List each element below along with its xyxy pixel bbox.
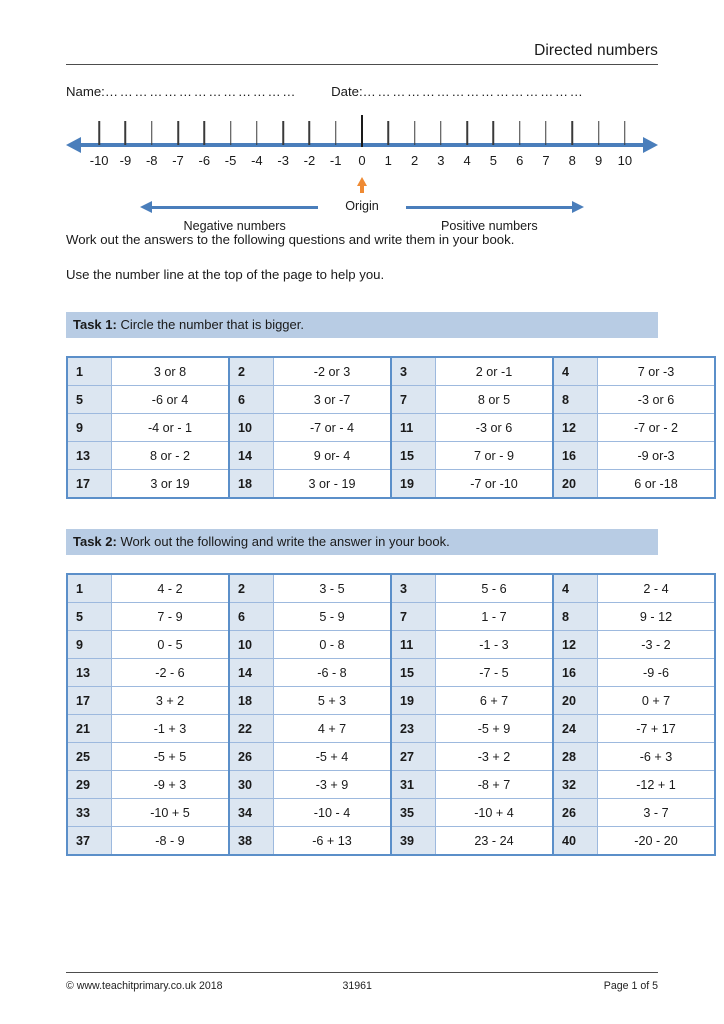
question-number: 26 <box>553 799 598 827</box>
question-expression[interactable]: 5 + 3 <box>274 687 392 715</box>
number-line-tick <box>204 121 206 145</box>
question-number: 38 <box>229 827 274 856</box>
question-expression[interactable]: -6 or 4 <box>112 386 230 414</box>
number-line-tick-label: -8 <box>145 153 158 168</box>
number-line-tick <box>493 121 495 145</box>
number-line-tick-label: 7 <box>542 153 550 168</box>
number-line-tick-label: -9 <box>119 153 132 168</box>
question-number: 3 <box>391 357 436 386</box>
question-expression[interactable]: -9 + 3 <box>112 771 230 799</box>
question-number: 6 <box>229 386 274 414</box>
question-expression[interactable]: -6 + 13 <box>274 827 392 856</box>
question-expression[interactable]: -9 -6 <box>598 659 716 687</box>
name-date-row <box>66 84 658 99</box>
number-line-diagram <box>66 115 658 233</box>
question-number: 10 <box>229 631 274 659</box>
question-number: 9 <box>67 414 112 442</box>
question-expression[interactable]: 3 or 19 <box>112 470 230 499</box>
question-expression[interactable]: 9 - 12 <box>598 603 716 631</box>
task1-question-table <box>66 356 716 499</box>
number-line-tick-label: -2 <box>303 153 316 168</box>
question-expression[interactable]: -4 or - 1 <box>112 414 230 442</box>
number-line-tick <box>98 121 100 145</box>
question-number: 3 <box>391 574 436 603</box>
number-line-tick-label: 4 <box>463 153 471 168</box>
table-row <box>67 470 715 499</box>
number-line-tick-label: -1 <box>329 153 342 168</box>
number-line-tick <box>230 121 232 145</box>
question-expression[interactable]: -12 + 1 <box>598 771 716 799</box>
number-line-tick-label: -7 <box>172 153 184 168</box>
number-line-tick-label: 5 <box>489 153 498 168</box>
question-number: 14 <box>229 659 274 687</box>
question-expression[interactable]: -5 + 9 <box>436 715 554 743</box>
table-row <box>67 414 715 442</box>
question-number: 18 <box>229 687 274 715</box>
question-expression[interactable]: -7 + 17 <box>598 715 716 743</box>
question-expression[interactable]: 6 + 7 <box>436 687 554 715</box>
date-label: Date: <box>331 84 363 99</box>
question-expression[interactable]: -10 + 4 <box>436 799 554 827</box>
number-line-tick <box>125 121 127 145</box>
question-number: 8 <box>553 603 598 631</box>
number-line-tick-label: -4 <box>251 153 263 168</box>
question-number: 15 <box>391 442 436 470</box>
question-expression[interactable]: -6 + 3 <box>598 743 716 771</box>
question-number: 21 <box>67 715 112 743</box>
question-expression[interactable]: 3 - 7 <box>598 799 716 827</box>
question-number: 17 <box>67 687 112 715</box>
question-expression[interactable]: 8 or - 2 <box>112 442 230 470</box>
page-footer <box>66 972 658 992</box>
question-number: 37 <box>67 827 112 856</box>
question-expression[interactable]: -1 + 3 <box>112 715 230 743</box>
number-line-tick-label: 3 <box>437 153 445 168</box>
number-line-tick-label: -10 <box>89 153 109 168</box>
question-expression[interactable]: 3 or - 19 <box>274 470 392 499</box>
question-number: 16 <box>553 659 598 687</box>
task1-label: Task 1: <box>73 317 117 332</box>
page-title: Directed numbers <box>534 42 658 59</box>
question-expression[interactable]: 2 or -1 <box>436 357 554 386</box>
question-expression[interactable]: 5 - 6 <box>436 574 554 603</box>
question-number: 1 <box>67 357 112 386</box>
question-number: 4 <box>553 357 598 386</box>
question-number: 39 <box>391 827 436 856</box>
number-line-tick-label: 8 <box>568 153 576 168</box>
table-row <box>67 442 715 470</box>
footer-resource-id: 31961 <box>342 980 372 992</box>
number-line-ticks <box>66 115 658 147</box>
task2-label: Task 2: <box>73 534 117 549</box>
task1-description: Circle the number that is bigger. <box>116 317 304 332</box>
question-expression[interactable]: 3 or 8 <box>112 357 230 386</box>
positive-arrowhead-icon <box>572 201 584 213</box>
question-number: 11 <box>391 414 436 442</box>
question-number: 9 <box>67 631 112 659</box>
question-expression[interactable]: 1 - 7 <box>436 603 554 631</box>
question-number: 20 <box>553 687 598 715</box>
number-line-tick <box>598 121 600 145</box>
question-expression[interactable]: -3 or 6 <box>598 386 716 414</box>
number-line-tick-label: 6 <box>516 153 524 168</box>
table-row <box>67 715 715 743</box>
question-expression[interactable]: -6 - 8 <box>274 659 392 687</box>
question-number: 2 <box>229 574 274 603</box>
question-expression[interactable]: 5 - 9 <box>274 603 392 631</box>
question-expression[interactable]: -20 - 20 <box>598 827 716 856</box>
origin-marker-stem <box>360 185 364 193</box>
title-divider <box>66 64 658 65</box>
question-expression[interactable]: 3 + 2 <box>112 687 230 715</box>
task2-heading <box>66 529 658 555</box>
table-row <box>67 687 715 715</box>
footer-copyright: © www.teachitprimary.co.uk 2018 <box>66 980 223 992</box>
task1-heading <box>66 312 658 338</box>
question-number: 23 <box>391 715 436 743</box>
table-row <box>67 603 715 631</box>
question-number: 5 <box>67 603 112 631</box>
question-expression[interactable]: -7 - 5 <box>436 659 554 687</box>
number-line-tick-labels <box>66 153 658 173</box>
question-expression[interactable]: 0 - 5 <box>112 631 230 659</box>
question-number: 1 <box>67 574 112 603</box>
question-number: 15 <box>391 659 436 687</box>
question-expression[interactable]: 7 - 9 <box>112 603 230 631</box>
question-number: 17 <box>67 470 112 499</box>
question-number: 24 <box>553 715 598 743</box>
question-number: 5 <box>67 386 112 414</box>
number-line-tick <box>572 121 574 145</box>
number-line-tick <box>361 115 363 147</box>
number-line-tick <box>282 121 284 145</box>
origin-label: Origin <box>345 199 379 213</box>
question-expression[interactable]: 0 - 8 <box>274 631 392 659</box>
question-expression[interactable]: 9 or- 4 <box>274 442 392 470</box>
number-line-tick <box>414 121 416 145</box>
question-number: 16 <box>553 442 598 470</box>
name-label: Name: <box>66 84 105 99</box>
question-number: 12 <box>553 631 598 659</box>
negative-direction-bar <box>152 206 318 209</box>
question-expression[interactable]: 8 or 5 <box>436 386 554 414</box>
table-row <box>67 357 715 386</box>
name-input-line[interactable]: ………………………………… <box>104 84 298 99</box>
question-expression[interactable]: 6 or -18 <box>598 470 716 499</box>
question-number: 10 <box>229 414 274 442</box>
number-line-tick <box>177 121 179 145</box>
question-expression[interactable]: 4 - 2 <box>112 574 230 603</box>
question-expression[interactable]: 3 - 5 <box>274 574 392 603</box>
table-row <box>67 631 715 659</box>
number-line-tick-label: -5 <box>224 153 237 168</box>
question-number: 14 <box>229 442 274 470</box>
date-input-line[interactable]: ……………………………………… <box>362 84 585 99</box>
question-expression[interactable]: -10 - 4 <box>274 799 392 827</box>
question-number: 7 <box>391 386 436 414</box>
number-line-tick <box>519 121 521 145</box>
number-line-tick <box>466 121 468 145</box>
number-line-tick-label: 0 <box>358 153 366 168</box>
question-expression[interactable]: 3 or -7 <box>274 386 392 414</box>
question-number: 6 <box>229 603 274 631</box>
question-number: 29 <box>67 771 112 799</box>
question-number: 26 <box>229 743 274 771</box>
number-line-tick-label: 2 <box>410 153 419 168</box>
question-number: 18 <box>229 470 274 499</box>
question-expression[interactable]: -3 - 2 <box>598 631 716 659</box>
question-number: 27 <box>391 743 436 771</box>
table-row <box>67 574 715 603</box>
table-row <box>67 827 715 856</box>
number-line-tick <box>309 121 311 145</box>
question-expression[interactable]: -8 + 7 <box>436 771 554 799</box>
instruction-line-2: Use the number line at the top of the page to help you. <box>66 267 385 282</box>
question-expression[interactable]: 7 or - 9 <box>436 442 554 470</box>
question-number: 22 <box>229 715 274 743</box>
question-expression[interactable]: -8 - 9 <box>112 827 230 856</box>
question-expression[interactable]: 7 or -3 <box>598 357 716 386</box>
question-number: 19 <box>391 687 436 715</box>
question-number: 13 <box>67 442 112 470</box>
question-expression[interactable]: -3 + 2 <box>436 743 554 771</box>
question-expression[interactable]: -10 + 5 <box>112 799 230 827</box>
question-expression[interactable]: -2 - 6 <box>112 659 230 687</box>
question-number: 25 <box>67 743 112 771</box>
number-line-tick <box>440 121 442 145</box>
footer-page-number: Page 1 of 5 <box>603 980 658 992</box>
number-line-tick <box>388 121 390 145</box>
task2-description: Work out the following and write the answer in your book. <box>116 534 450 549</box>
question-expression[interactable]: -3 + 9 <box>274 771 392 799</box>
question-number: 33 <box>67 799 112 827</box>
question-number: 40 <box>553 827 598 856</box>
positive-numbers-label: Positive numbers <box>441 219 538 233</box>
number-line-tick <box>151 121 153 145</box>
number-line-tick-label: -3 <box>277 153 289 168</box>
question-number: 2 <box>229 357 274 386</box>
number-line-tick-label: -6 <box>198 153 211 168</box>
question-expression[interactable]: -5 + 5 <box>112 743 230 771</box>
question-number: 28 <box>553 743 598 771</box>
question-number: 35 <box>391 799 436 827</box>
question-expression[interactable]: -9 or-3 <box>598 442 716 470</box>
question-number: 30 <box>229 771 274 799</box>
table-row <box>67 659 715 687</box>
question-expression[interactable]: -7 or - 4 <box>274 414 392 442</box>
question-expression[interactable]: -7 or - 2 <box>598 414 716 442</box>
number-line-tick <box>624 121 626 145</box>
number-line-tick-label: 9 <box>594 153 603 168</box>
question-number: 7 <box>391 603 436 631</box>
question-number: 4 <box>553 574 598 603</box>
question-number: 12 <box>553 414 598 442</box>
negative-arrowhead-icon <box>140 201 152 213</box>
question-number: 31 <box>391 771 436 799</box>
question-expression[interactable]: -3 or 6 <box>436 414 554 442</box>
table-row <box>67 386 715 414</box>
question-expression[interactable]: -2 or 3 <box>274 357 392 386</box>
question-expression[interactable]: 4 + 7 <box>274 715 392 743</box>
question-expression[interactable]: -1 - 3 <box>436 631 554 659</box>
question-number: 8 <box>553 386 598 414</box>
question-number: 20 <box>553 470 598 499</box>
question-number: 11 <box>391 631 436 659</box>
question-number: 19 <box>391 470 436 499</box>
positive-direction-bar <box>406 206 572 209</box>
instruction-line-1: Work out the answers to the following questions and write them in your book. <box>66 232 515 247</box>
number-line-tick <box>256 121 258 145</box>
question-number: 32 <box>553 771 598 799</box>
question-expression[interactable]: -7 or -10 <box>436 470 554 499</box>
number-line-tick <box>335 121 337 145</box>
task2-question-table <box>66 573 716 856</box>
table-row <box>67 771 715 799</box>
number-line-tick <box>545 121 547 145</box>
negative-numbers-label: Negative numbers <box>183 219 286 233</box>
question-expression[interactable]: 23 - 24 <box>436 827 554 856</box>
table-row <box>67 743 715 771</box>
origin-arrow-icon <box>357 177 367 186</box>
question-number: 34 <box>229 799 274 827</box>
number-line-tick-label: 10 <box>617 153 633 168</box>
question-number: 13 <box>67 659 112 687</box>
table-row <box>67 799 715 827</box>
number-line-tick-label: 1 <box>384 153 392 168</box>
question-expression[interactable]: 0 + 7 <box>598 687 716 715</box>
question-expression[interactable]: -5 + 4 <box>274 743 392 771</box>
question-expression[interactable]: 2 - 4 <box>598 574 716 603</box>
